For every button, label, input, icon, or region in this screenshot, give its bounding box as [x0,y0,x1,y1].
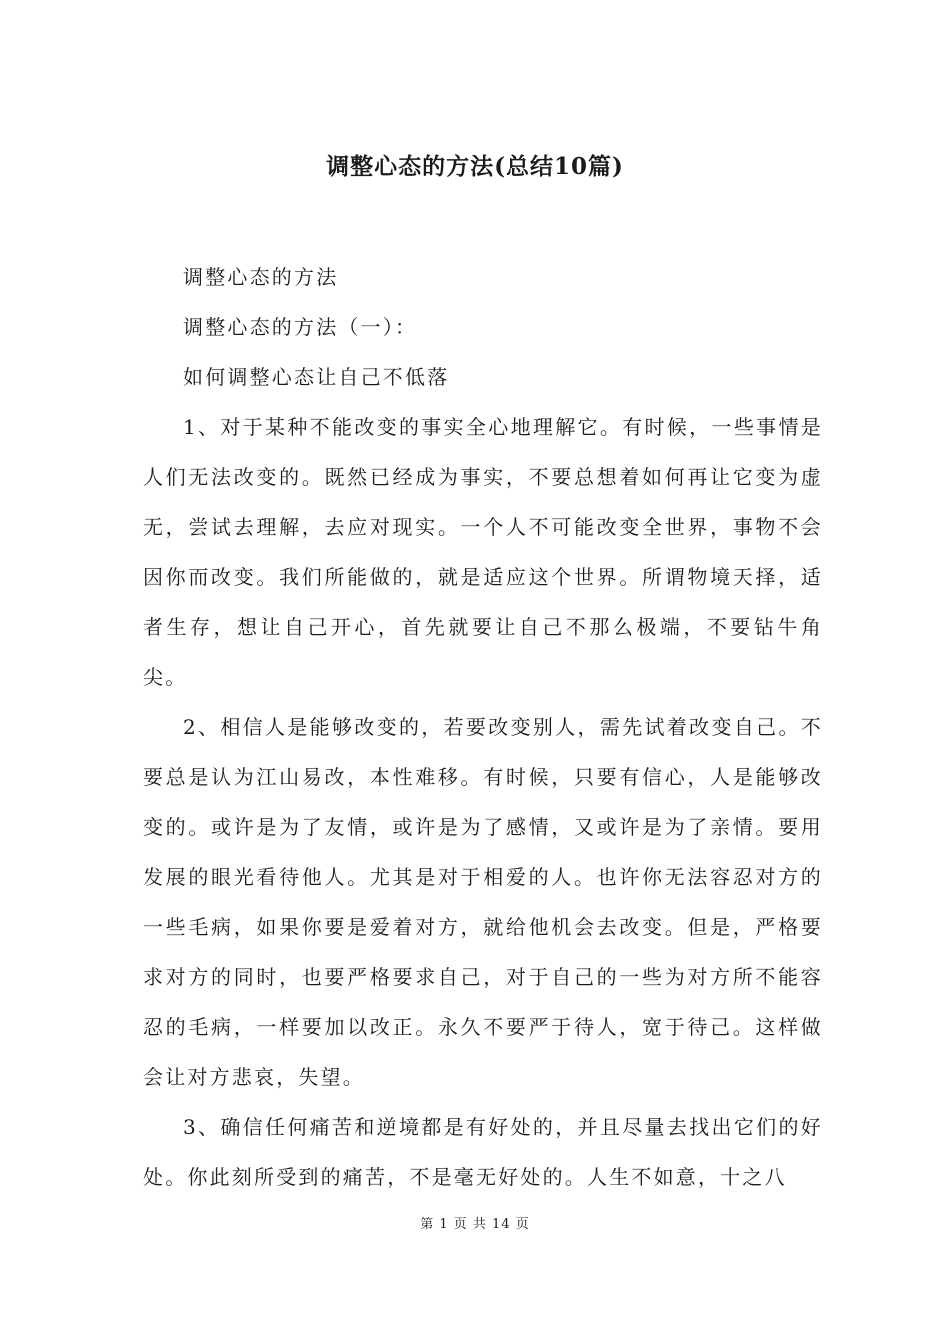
paragraph-point-2: 2、相信人是能够改变的，若要改变别人，需先试着改变自己。不要总是认为江山易改，本性难移。有时候，只要有信心，人是能够改变的。或许是为了友情，或许是为了感情，又或许是为了亲情。要用发展的眼光看待他人。尤其是对于相爱的人。也许你无法容忍对方的一些毛病，如果你要是爱着对方，就给他机会去改变。但是，严格要求对方的同时，也要严格要求自己，对于自己的一些为对方所不能容忍的毛病，一样要加以改正。永久不要严于待人，宽于待己。这样做会让对方悲哀，失望。 [143,715,823,1089]
paragraph-subheading: 调整心态的方法（一）： [183,315,418,339]
paragraph-point-3: 3、确信任何痛苦和逆境都是有好处的，并且尽量去找出它们的好处。你此刻所受到的痛苦，不是毫无好处的。人生不如意，十之八 [143,1115,823,1189]
page-footer: 第 1 页 共 14 页 [420,1217,530,1232]
paragraph-heading: 调整心态的方法 [183,265,339,289]
paragraph-point-1: 1、对于某种不能改变的事实全心地理解它。有时候，一些事情是人们无法改变的。既然已经成为事实，不要总想着如何再让它变为虚无，尝试去理解，去应对现实。一个人不可能改变全世界，事物不会因你而改变。我们所能做的，就是适应这个世界。所谓物境天择，适者生存，想让自己开心，首先就要让自己不那么极端，不要钻牛角尖。 [143,415,823,689]
document-body [143,252,823,1202]
document-title: 调整心态的方法(总结10篇) [326,153,624,180]
paragraph-topic: 如何调整心态让自己不低落 [183,365,450,389]
